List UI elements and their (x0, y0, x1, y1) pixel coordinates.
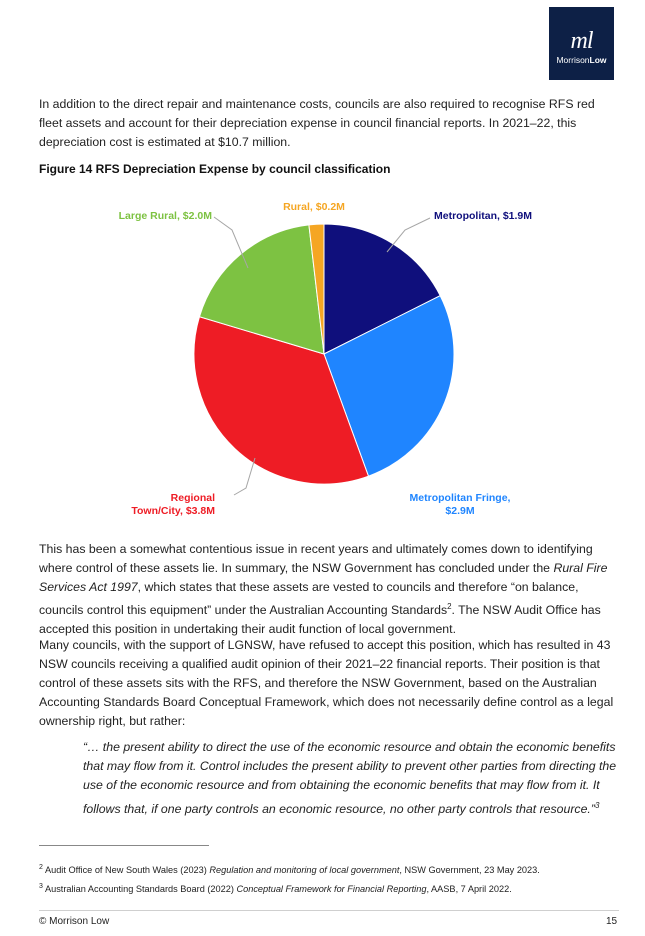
footnote-2: $^2$ Audit Office of New South Wales (2023) Regulation and monitoring of local government, NSW Government, 23 May 2023. (39, 864, 540, 876)
morrison-low-logo (549, 7, 614, 80)
footnote-3: $^3$ Australian Accounting Standards Board (2022) Conceptual Framework for Financial Reporting, AASB, 7 April 2022. (39, 883, 512, 895)
pie-slices (194, 224, 454, 484)
quote-part-2: follows that, if one party controls an economic resource, no other party controls that resource.”$^3$ (83, 801, 600, 817)
intro-paragraph: In addition to the direct repair and maintenance costs, councils are also required to recognise RFS red fleet assets and account for their depreciation expense in council financial reports. In 2021–22, this depreciation cost is estimated at $10.7 million. (39, 97, 595, 149)
pie-chart (0, 190, 645, 525)
logo-mark: ml (570, 28, 593, 54)
councils-paragraph: Many councils, with the support of LGNSW, have refused to accept this position, which has resulted in 43 NSW councils receiving a qualified audit opinion of their 2021–22 financial reports. Their position is that control of these assets sits with the RFS, and therefore the NSW Government, based on the Australian Accounting Standards Board Conceptual Framework, which does not necessarily define control as a legal ownership right, but rather: (39, 638, 614, 728)
leader-line (234, 458, 255, 495)
pie-label-metropolitan-fringe: Metropolitan Fringe, $2.9M (409, 492, 511, 517)
figure-caption: Figure 14 RFS Depreciation Expense by council classification (39, 162, 391, 176)
pie-label-rural: Rural, $0.2M (283, 201, 345, 213)
logo-name: MorrisonLow (556, 55, 607, 65)
pie-label-regional-town-city: Regional Town/City, $3.8M (131, 492, 215, 517)
pie-label-metropolitan: Metropolitan, $1.9M (434, 210, 533, 222)
footer-divider (39, 910, 619, 911)
control-paragraph: This has been a somewhat contentious issue in recent years and ultimately comes down to identifying where control of these assets lie. In summary, the NSW Government has concluded under the Rural Fire Services Act 1997, which states that these assets are vested to councils and therefore “on balance, councils control this equipment” under the Australian Accounting Standards$^2$. The NSW Audit Office has accepted this position in undertaking their audit function of local government. (39, 542, 608, 637)
page-number: 15 (606, 916, 618, 927)
pie-label-large-rural: Large Rural, $2.0M (118, 210, 212, 222)
quote-part-1: “… the present ability to direct the use of the economic resource and obtain the economic benefits that may flow from it. Control includes the present ability to prevent other parties from directing the use of the economic resource and from obtaining the economic benefits that may flow from it. It (83, 740, 617, 792)
footer-copyright: © Morrison Low (39, 916, 110, 927)
footnote-rule (39, 845, 209, 846)
